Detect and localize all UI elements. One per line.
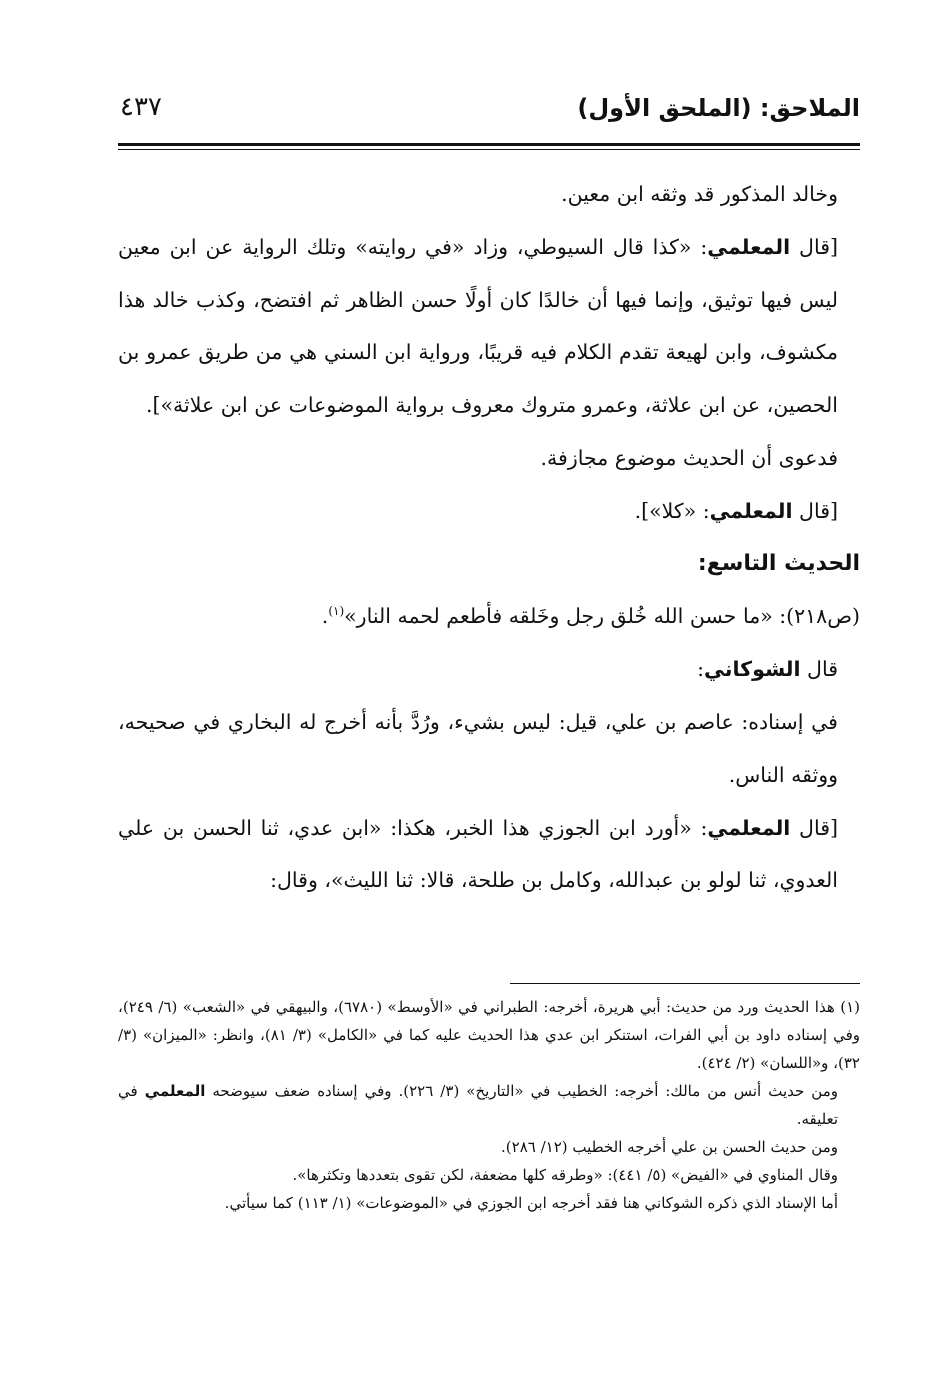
author-name: المعلمي: [709, 498, 793, 523]
section-heading: الحديث التاسع:: [697, 550, 860, 576]
author-name: المعلمي: [707, 234, 791, 259]
header-rule-thin: [118, 149, 860, 150]
hadith-text: [118, 590, 860, 643]
running-title: الملاحق: (الملحق الأول): [577, 94, 860, 122]
footnote-text-end: في تعليقه.: [118, 1082, 838, 1128]
paragraph: في إسناده: عاصم بن علي، قيل: ليس بشيء، ورُدَّ بأنه أخرج له البخاري في صحيحه، ووثقه الناس.: [118, 709, 838, 787]
paragraph: [118, 643, 860, 696]
main-text: [118, 168, 860, 907]
footnote-continuation: ومن حديث الحسن بن علي أخرجه الخطيب (١٢/ ٢٨٦).: [501, 1138, 838, 1156]
label-colon: :: [697, 657, 705, 682]
footnote: (١) هذا الحديث ورد من حديث: أبي هريرة، أخرجه: الطبراني في «الأوسط» (٦٧٨٠)، والبيهقي في «الشعب» (٦/ ٢٤٩)، وفي إسناده داود بن أبي الفرات، استنكر ابن عدي هذا الحديث عليه كما في «الكامل» (٣/ ٨١)، وانظر: «الميزان» (٣/ ٣٢)، و«اللسان» (٢/ ٤٢٤).: [118, 998, 860, 1072]
paragraph-text: : «كذا قال السيوطي، وزاد «في روايته» وتلك الرواية عن ابن معين ليس فيها توثيق، وإنما فيها أن خالدًا كان أولًا حسن الظاهر ثم افتضح، وكذب خالد هذا مكشوف، وابن لهيعة تقدم الكلام فيه قريبًا، ورواية ابن السني هي من طريق عمرو بن الحصين، عن ابن علاثة، وعمرو متروك معروف برواية الموضوعات عن ابن علاثة»].: [118, 234, 838, 418]
footnote-separator: [510, 983, 860, 984]
author-name: الشوكاني: [704, 657, 801, 682]
paragraph-text: : «أورد ابن الجوزي هذا الخبر، هكذا: «ابن عدي، ثنا الحسن بن علي العدوي، ثنا لولو بن عبدالله، وكامل بن طلحة، قالا: ثنا الليث»، وقال:: [118, 815, 838, 893]
bracket-open: [قال: [792, 498, 838, 523]
paragraph: [118, 221, 860, 432]
paragraph-text: : «كلا»].: [634, 498, 710, 523]
paragraph: [118, 802, 860, 908]
paragraph: فدعوى أن الحديث موضوع مجازفة.: [540, 445, 838, 470]
footnote-continuation: أما الإسناد الذي ذكره الشوكاني هنا فقد أخرجه ابن الجوزي في «الموضوعات» (١/ ١١٣) كما سيأتي.: [224, 1194, 838, 1212]
hadith-body: (ص٢١٨): «ما حسن الله خُلق رجل وخَلقه فأطعم لحمه النار»: [344, 604, 860, 629]
footnote-ref: (١): [328, 604, 345, 619]
label-text: قال: [800, 657, 838, 682]
footnote-continuation: وقال المناوي في «الفيض» (٥/ ٤٤١): «وطرقه كلها مضعفة، لكن تقوى بتعددها وتكثرها».: [292, 1166, 838, 1184]
author-name: المعلمي: [707, 815, 791, 840]
bracket-open: [قال: [790, 234, 838, 259]
footnotes: [118, 993, 860, 1217]
page-number: ٤٣٧: [120, 92, 162, 122]
paragraph: وخالد المذكور قد وثقه ابن معين.: [561, 182, 838, 206]
footnote-text: ومن حديث أنس من مالك: أخرجه: الخطيب في «التاريخ» (٣/ ٢٢٦). وفي إسناده ضعف سيوضحه: [205, 1082, 838, 1100]
page-header: [118, 88, 860, 138]
bracket-open: [قال: [790, 815, 838, 840]
paragraph: [118, 485, 860, 538]
footnote-continuation: [118, 1077, 860, 1133]
author-name: المعلمي: [144, 1082, 206, 1100]
hadith-end: .: [321, 604, 329, 629]
header-rule-thick: [118, 143, 860, 146]
